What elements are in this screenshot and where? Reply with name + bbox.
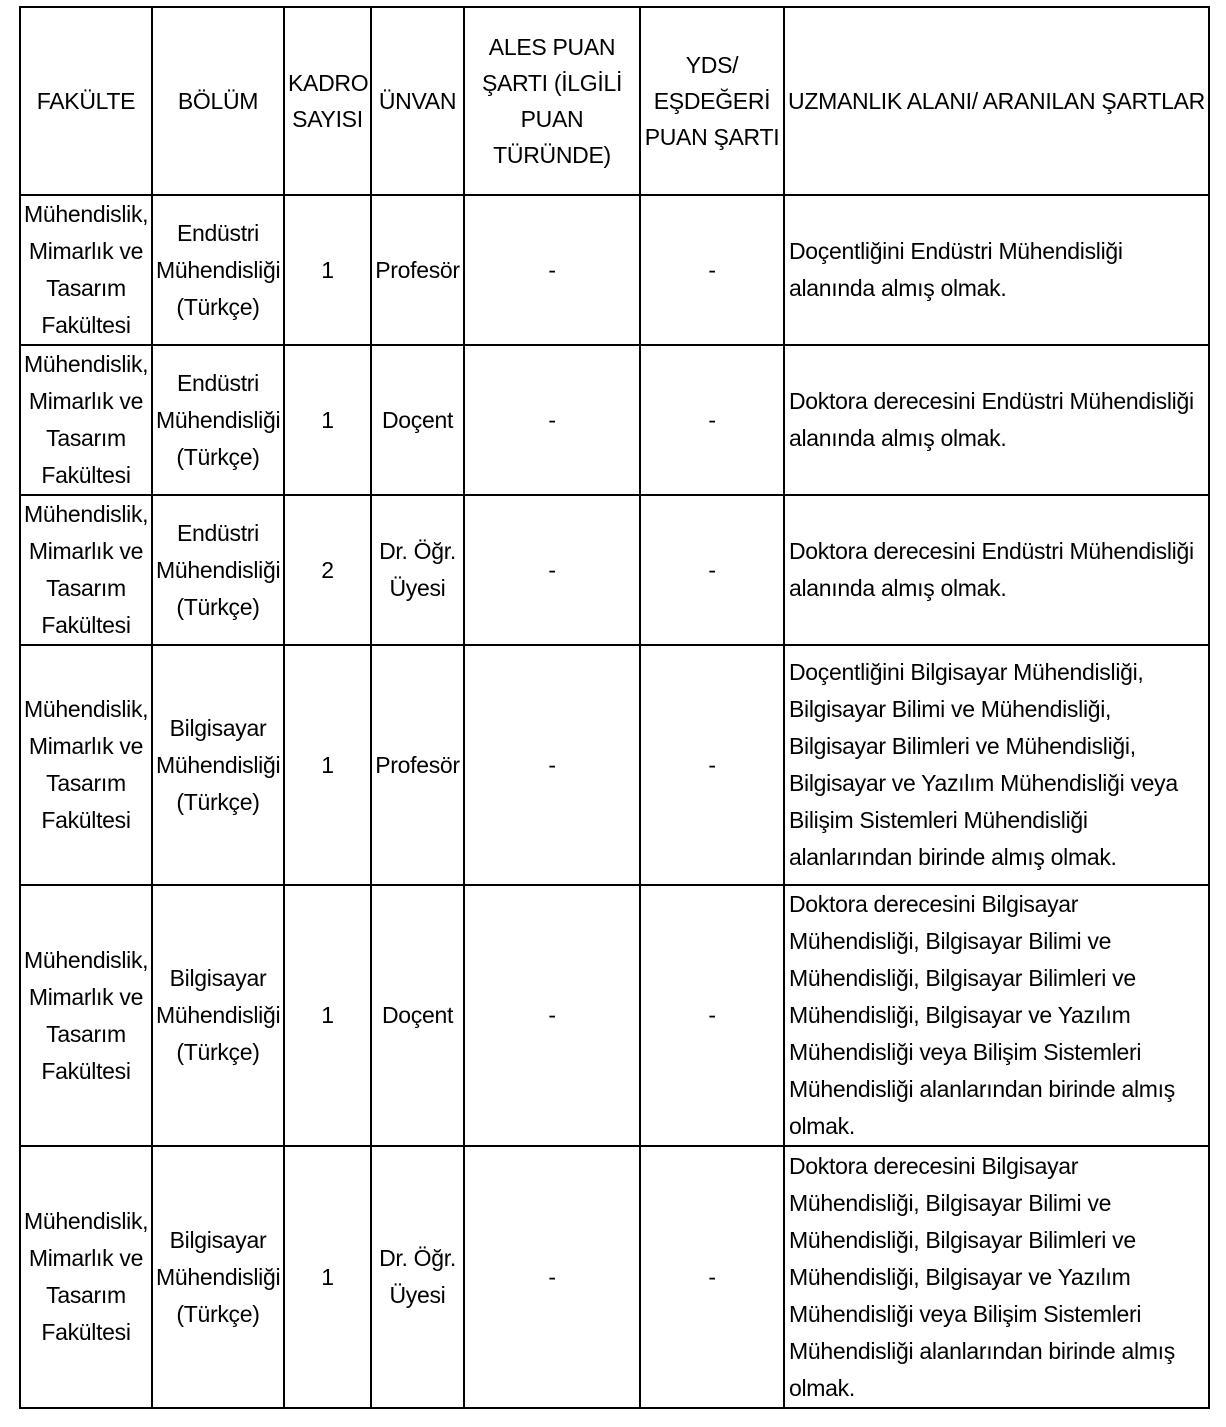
table-row: [20, 345, 1209, 495]
cell-uzmanlik: Doktora derecesini Endüstri Mühendisliği alanında almış olmak.: [784, 345, 1209, 495]
table-row: [20, 1146, 1209, 1408]
cell-yds: -: [640, 1146, 784, 1408]
header-fakulte: FAKÜLTE: [20, 7, 152, 195]
cell-bolum: Endüstri Mühendisliği (Türkçe): [152, 345, 284, 495]
cell-yds: -: [640, 885, 784, 1146]
cell-unvan: Profesör: [371, 195, 464, 345]
cell-kadro: 1: [284, 645, 371, 885]
cell-fakulte: Mühendislik, Mimarlık ve Tasarım Fakültesi: [20, 495, 152, 645]
cell-kadro: 2: [284, 495, 371, 645]
cell-ales: -: [464, 195, 640, 345]
cell-unvan: Dr. Öğr. Üyesi: [371, 1146, 464, 1408]
cell-kadro: 1: [284, 885, 371, 1146]
cell-fakulte: Mühendislik, Mimarlık ve Tasarım Fakültesi: [20, 1146, 152, 1408]
cell-uzmanlik: Doçentliğini Endüstri Mühendisliği alanında almış olmak.: [784, 195, 1209, 345]
cell-unvan: Profesör: [371, 645, 464, 885]
cell-fakulte: Mühendislik, Mimarlık ve Tasarım Fakültesi: [20, 885, 152, 1146]
cell-ales: -: [464, 645, 640, 885]
table-row: [20, 495, 1209, 645]
cell-yds: -: [640, 195, 784, 345]
table-row: [20, 885, 1209, 1146]
table-row: [20, 195, 1209, 345]
cell-unvan: Doçent: [371, 885, 464, 1146]
cell-kadro: 1: [284, 195, 371, 345]
cell-yds: -: [640, 495, 784, 645]
cell-bolum: Bilgisayar Mühendisliği (Türkçe): [152, 645, 284, 885]
cell-ales: -: [464, 495, 640, 645]
cell-bolum: Endüstri Mühendisliği (Türkçe): [152, 195, 284, 345]
cell-bolum: Bilgisayar Mühendisliği (Türkçe): [152, 885, 284, 1146]
cell-unvan: Dr. Öğr. Üyesi: [371, 495, 464, 645]
header-yds: YDS/ EŞDEĞERİ PUAN ŞARTI: [640, 7, 784, 195]
header-unvan: ÜNVAN: [371, 7, 464, 195]
cell-bolum: Bilgisayar Mühendisliği (Türkçe): [152, 1146, 284, 1408]
cell-uzmanlik: Doçentliğini Bilgisayar Mühendisliği, Bilgisayar Bilimi ve Mühendisliği, Bilgisayar Bilimleri ve Mühendisliği, Bilgisayar ve Yazılım Mühendisliği veya Bilişim Sistemleri Mühendisliği alanlarından birinde almış olmak.: [784, 645, 1209, 885]
cell-bolum: Endüstri Mühendisliği (Türkçe): [152, 495, 284, 645]
cell-uzmanlik: Doktora derecesini Bilgisayar Mühendisliği, Bilgisayar Bilimi ve Mühendisliği, Bilgisayar Bilimleri ve Mühendisliği, Bilgisayar ve Yazılım Mühendisliği veya Bilişim Sistemleri Mühendisliği alanlarından birinde almış olmak.: [784, 885, 1209, 1146]
cell-unvan: Doçent: [371, 345, 464, 495]
header-ales: ALES PUAN ŞARTI (İLGİLİ PUAN TÜRÜNDE): [464, 7, 640, 195]
cell-uzmanlik: Doktora derecesini Endüstri Mühendisliği alanında almış olmak.: [784, 495, 1209, 645]
positions-table: [19, 6, 1210, 1409]
cell-uzmanlik: Doktora derecesini Bilgisayar Mühendisliği, Bilgisayar Bilimi ve Mühendisliği, Bilgisayar Bilimleri ve Mühendisliği, Bilgisayar ve Yazılım Mühendisliği veya Bilişim Sistemleri Mühendisliği alanlarından birinde almış olmak.: [784, 1146, 1209, 1408]
cell-ales: -: [464, 885, 640, 1146]
cell-fakulte: Mühendislik, Mimarlık ve Tasarım Fakültesi: [20, 345, 152, 495]
cell-ales: -: [464, 1146, 640, 1408]
cell-kadro: 1: [284, 1146, 371, 1408]
cell-fakulte: Mühendislik, Mimarlık ve Tasarım Fakültesi: [20, 195, 152, 345]
header-uzmanlik: UZMANLIK ALANI/ ARANILAN ŞARTLAR: [784, 7, 1209, 195]
cell-ales: -: [464, 345, 640, 495]
cell-kadro: 1: [284, 345, 371, 495]
cell-fakulte: Mühendislik, Mimarlık ve Tasarım Fakültesi: [20, 645, 152, 885]
header-bolum: BÖLÜM: [152, 7, 284, 195]
table-row: [20, 645, 1209, 885]
cell-yds: -: [640, 645, 784, 885]
header-row: [20, 7, 1209, 195]
header-kadro: KADRO SAYISI: [284, 7, 371, 195]
cell-yds: -: [640, 345, 784, 495]
